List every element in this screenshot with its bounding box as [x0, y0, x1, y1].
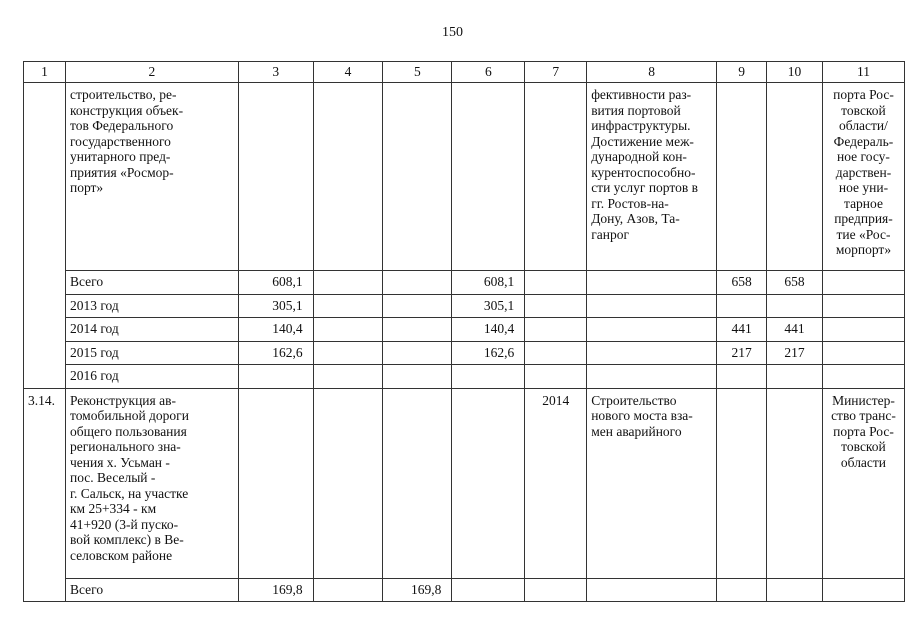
table-cell — [822, 365, 904, 389]
table-cell — [313, 388, 383, 578]
table-cell — [822, 578, 904, 602]
column-header: 3 — [238, 62, 313, 83]
column-header: 9 — [717, 62, 767, 83]
table-cell — [587, 341, 717, 365]
table-row — [24, 318, 905, 342]
value-cell — [767, 294, 823, 318]
value-cell: 169,8 — [383, 578, 452, 602]
table-cell — [587, 365, 717, 389]
table-cell — [767, 388, 823, 578]
table-cell — [452, 83, 525, 271]
table-cell — [822, 294, 904, 318]
item-description: строительство, ре- конструкция объек- тов Федерального государственного унитарного пред- приятия «Росмор- порт» — [65, 83, 238, 271]
value-cell — [313, 294, 383, 318]
column-header: 5 — [383, 62, 452, 83]
value-cell: 140,4 — [238, 318, 313, 342]
table-cell — [525, 271, 587, 295]
value-cell: 217 — [717, 341, 767, 365]
column-header: 11 — [822, 62, 904, 83]
column-header: 2 — [65, 62, 238, 83]
column-header: 7 — [525, 62, 587, 83]
table-cell — [587, 271, 717, 295]
table-row — [24, 271, 905, 295]
value-cell: 162,6 — [452, 341, 525, 365]
value-cell — [452, 578, 525, 602]
page-number: 150 — [442, 25, 463, 40]
value-cell — [313, 365, 383, 389]
row-label: Всего — [65, 271, 238, 295]
value-cell — [313, 318, 383, 342]
responsible-executor: Министер- ство транс- порта Рос- товской области — [822, 388, 904, 578]
column-header: 8 — [587, 62, 717, 83]
table-cell — [238, 388, 313, 578]
table-row — [24, 83, 905, 271]
table-cell — [587, 578, 717, 602]
column-header: 10 — [767, 62, 823, 83]
value-cell — [767, 365, 823, 389]
table-cell — [767, 83, 823, 271]
table-cell — [717, 83, 767, 271]
value-cell: 140,4 — [452, 318, 525, 342]
column-number-header-row — [24, 62, 905, 83]
table-cell — [313, 83, 383, 271]
value-cell — [313, 578, 383, 602]
value-cell — [383, 341, 452, 365]
responsible-executor: порта Рос- товской области/ Федераль- ное госу- дарствен- ное уни- тарное предприя- тие «Рос- морпорт» — [822, 83, 904, 271]
value-cell — [717, 578, 767, 602]
value-cell — [383, 365, 452, 389]
column-header: 4 — [313, 62, 383, 83]
table-cell — [238, 83, 313, 271]
table-row — [24, 578, 905, 602]
implementation-year: 2014 — [525, 388, 587, 578]
item-number: 3.14. — [24, 388, 66, 602]
table-cell — [822, 318, 904, 342]
row-label: 2015 год — [65, 341, 238, 365]
item-number-cell — [24, 83, 66, 389]
table-cell — [452, 388, 525, 578]
value-cell — [313, 341, 383, 365]
table-cell — [383, 388, 452, 578]
value-cell: 162,6 — [238, 341, 313, 365]
item-description: Реконструкция ав- томобильной дороги общего пользования регионального зна- чения х. Усьман - пос. Веселый - г. Сальск, на участке км 25+334 - км 41+920 (3-й пуско- вой комплекс) в Ве- селовском районе — [65, 388, 238, 578]
table-cell — [717, 388, 767, 578]
value-cell: 658 — [767, 271, 823, 295]
row-label: 2014 год — [65, 318, 238, 342]
value-cell: 305,1 — [452, 294, 525, 318]
value-cell — [238, 365, 313, 389]
value-cell — [717, 294, 767, 318]
table-row — [24, 365, 905, 389]
table-cell — [525, 294, 587, 318]
program-table — [23, 61, 905, 602]
value-cell: 441 — [767, 318, 823, 342]
expected-result: фективности раз- вития портовой инфраструктуры. Достижение меж- дународной кон- курентоспособно- сти услуг портов в гг. Ростов-на- Дону, Азов, Та- ганрог — [587, 83, 717, 271]
value-cell: 169,8 — [238, 578, 313, 602]
value-cell — [313, 271, 383, 295]
table-cell — [822, 341, 904, 365]
table-cell — [587, 294, 717, 318]
table-cell — [525, 341, 587, 365]
table-cell — [587, 318, 717, 342]
value-cell — [383, 318, 452, 342]
value-cell: 608,1 — [452, 271, 525, 295]
table-row — [24, 341, 905, 365]
table-cell — [525, 365, 587, 389]
row-label: 2016 год — [65, 365, 238, 389]
expected-result: Строительство нового моста вза- мен аварийного — [587, 388, 717, 578]
value-cell: 608,1 — [238, 271, 313, 295]
value-cell: 217 — [767, 341, 823, 365]
value-cell: 305,1 — [238, 294, 313, 318]
value-cell — [383, 271, 452, 295]
row-label: Всего — [65, 578, 238, 602]
table-cell — [525, 578, 587, 602]
value-cell: 441 — [717, 318, 767, 342]
table-cell — [383, 83, 452, 271]
value-cell — [767, 578, 823, 602]
value-cell: 658 — [717, 271, 767, 295]
table-cell — [525, 83, 587, 271]
table-row — [24, 388, 905, 578]
column-header: 6 — [452, 62, 525, 83]
table-cell — [822, 271, 904, 295]
value-cell — [452, 365, 525, 389]
table-row — [24, 294, 905, 318]
row-label: 2013 год — [65, 294, 238, 318]
table-cell — [525, 318, 587, 342]
value-cell — [717, 365, 767, 389]
value-cell — [383, 294, 452, 318]
column-header: 1 — [24, 62, 66, 83]
